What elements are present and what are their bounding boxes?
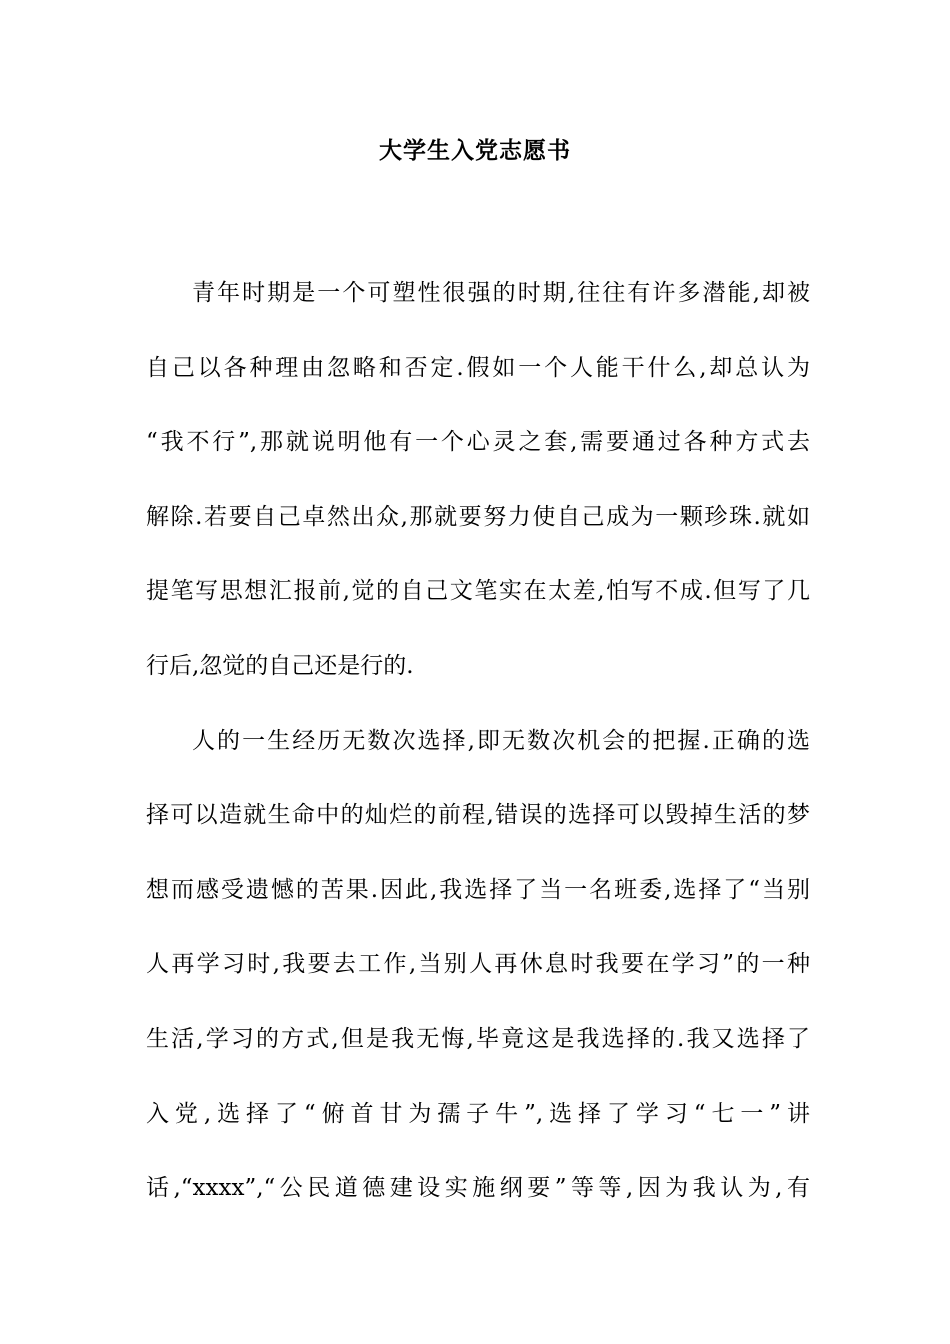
paragraph-line: 择可以造就生命中的灿烂的前程,错误的选择可以毁掉生活的梦: [146, 802, 810, 829]
paragraph-line: 人再学习时,我要去工作,当别人再休息时我要在学习”的一种: [146, 951, 810, 978]
paragraph-line: 自己以各种理由忽略和否定.假如一个人能干什么,却总认为: [146, 354, 810, 381]
document-title: 大学生入党志愿书: [379, 137, 571, 164]
paragraph-line: 提笔写思想汇报前,觉的自己文笔实在太差,怕写不成.但写了几: [146, 578, 810, 605]
paragraph-line: 入党,选择了“俯首甘为孺子牛”,选择了学习“七一”讲: [146, 1100, 810, 1127]
paragraph-line: 青年时期是一个可塑性很强的时期,往往有许多潜能,却被: [192, 280, 810, 306]
paragraph-line: 行后,忽觉的自己还是行的.: [146, 652, 414, 679]
paragraph-line: 想而感受遗憾的苦果.因此,我选择了当一名班委,选择了“当别: [146, 876, 810, 903]
paragraph-line: 话,“xxxx”,“公民道德建设实施纲要”等等,因为我认为,有: [146, 1175, 810, 1202]
paragraph-line: 生活,学习的方式,但是我无悔,毕竟这是我选择的.我又选择了: [146, 1025, 810, 1052]
document-body: [146, 256, 810, 1226]
paragraph-line: “我不行”,那就说明他有一个心灵之套,需要通过各种方式去: [146, 429, 810, 456]
paragraph-line: 人的一生经历无数次选择,即无数次机会的把握.正确的选: [192, 727, 810, 754]
paragraph-line: 解除.若要自己卓然出众,那就要努力使自己成为一颗珍珠.就如: [146, 503, 810, 530]
